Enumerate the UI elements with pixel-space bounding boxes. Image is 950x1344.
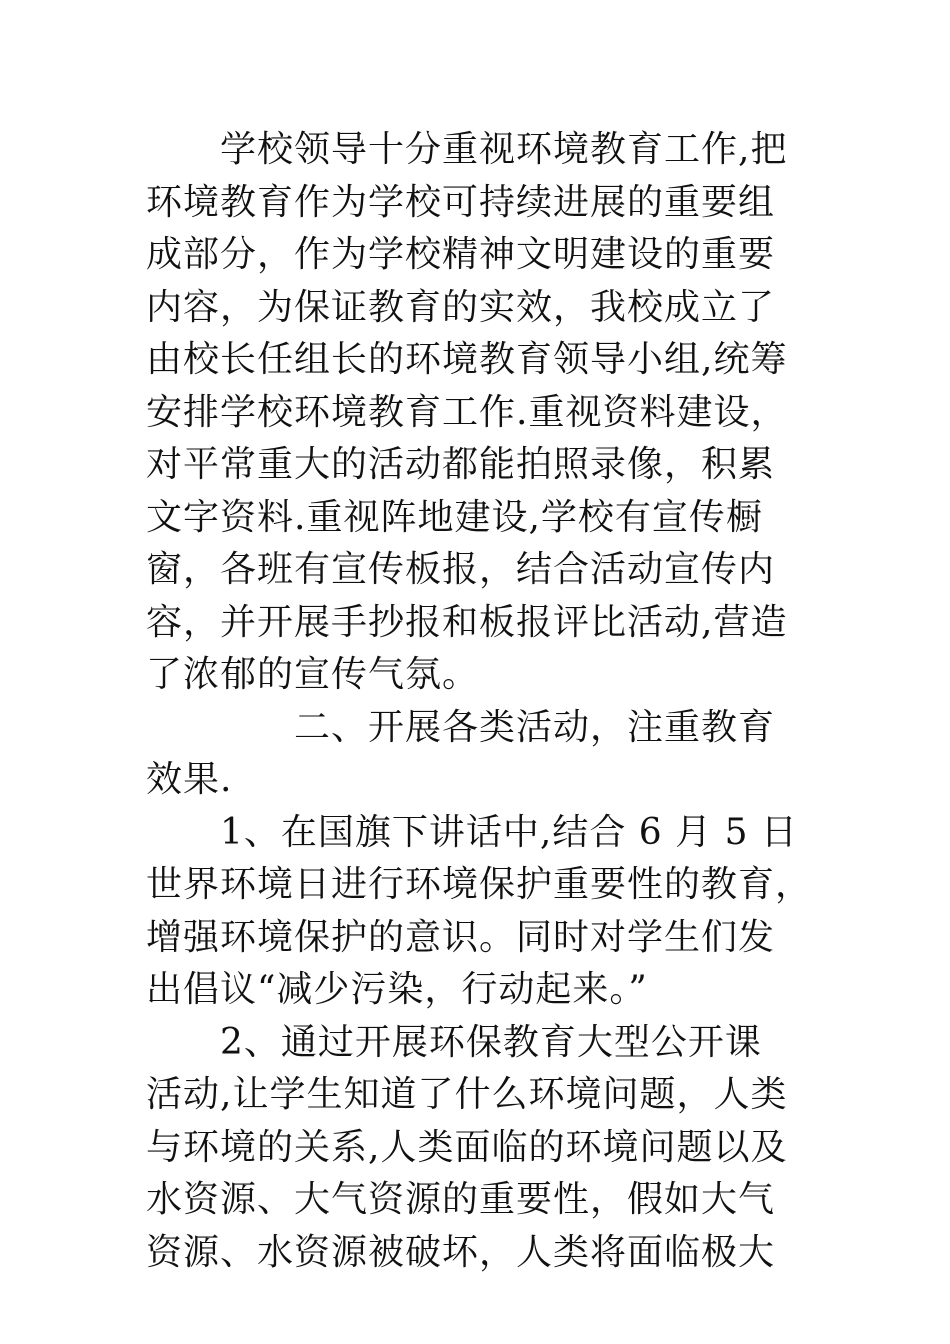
text-line: 世界环境日进行环境保护重要性的教育， <box>146 864 813 905</box>
text-line: 资源、水资源被破坏，人类将面临极大 <box>146 1231 776 1273</box>
text-line: 容，并开展手抄报和板报评比活动,营造 <box>146 601 788 643</box>
text-line: 与环境的关系,人类面临的环境问题以及 <box>146 1126 788 1168</box>
text-line: 安排学校环境教育工作.重视资料建设， <box>146 391 788 433</box>
text-line: 环境教育作为学校可持续进展的重要组 <box>146 181 776 223</box>
section-heading-line: 二、开展各类活动，注重教育 <box>146 706 776 748</box>
text-line: 增强环境保护的意识。同时对学生们发 <box>146 916 776 958</box>
text-line: 学校领导十分重视环境教育工作,把 <box>146 129 788 170</box>
text-line: 对平常重大的活动都能拍照录像，积累 <box>146 444 776 485</box>
section-heading-line: 效果. <box>146 759 233 800</box>
text-line: 窗，各班有宣传板报，结合活动宣传内 <box>146 549 776 590</box>
text-line: 2、通过开展环保教育大型公开课 <box>146 1021 762 1063</box>
text-line: 文字资料.重视阵地建设,学校有宣传橱 <box>146 496 763 538</box>
text-line: 活动,让学生知道了什么环境问题，人类 <box>146 1074 788 1115</box>
text-line: 水资源、大气资源的重要性，假如大气 <box>146 1179 776 1220</box>
text-line: 成部分，作为学校精神文明建设的重要 <box>146 234 776 275</box>
text-line: 由校长任组长的环境教育领导小组,统筹 <box>146 339 788 380</box>
text-line: 1、在国旗下讲话中,结合 6 月 5 日 <box>146 811 798 853</box>
text-line: 内容，为保证教育的实效，我校成立了 <box>146 286 776 328</box>
text-line: 出倡议“减少污染，行动起来。” <box>146 969 648 1010</box>
text-line: 了浓郁的宣传气氛。 <box>146 654 480 695</box>
document-body <box>146 124 826 1279</box>
